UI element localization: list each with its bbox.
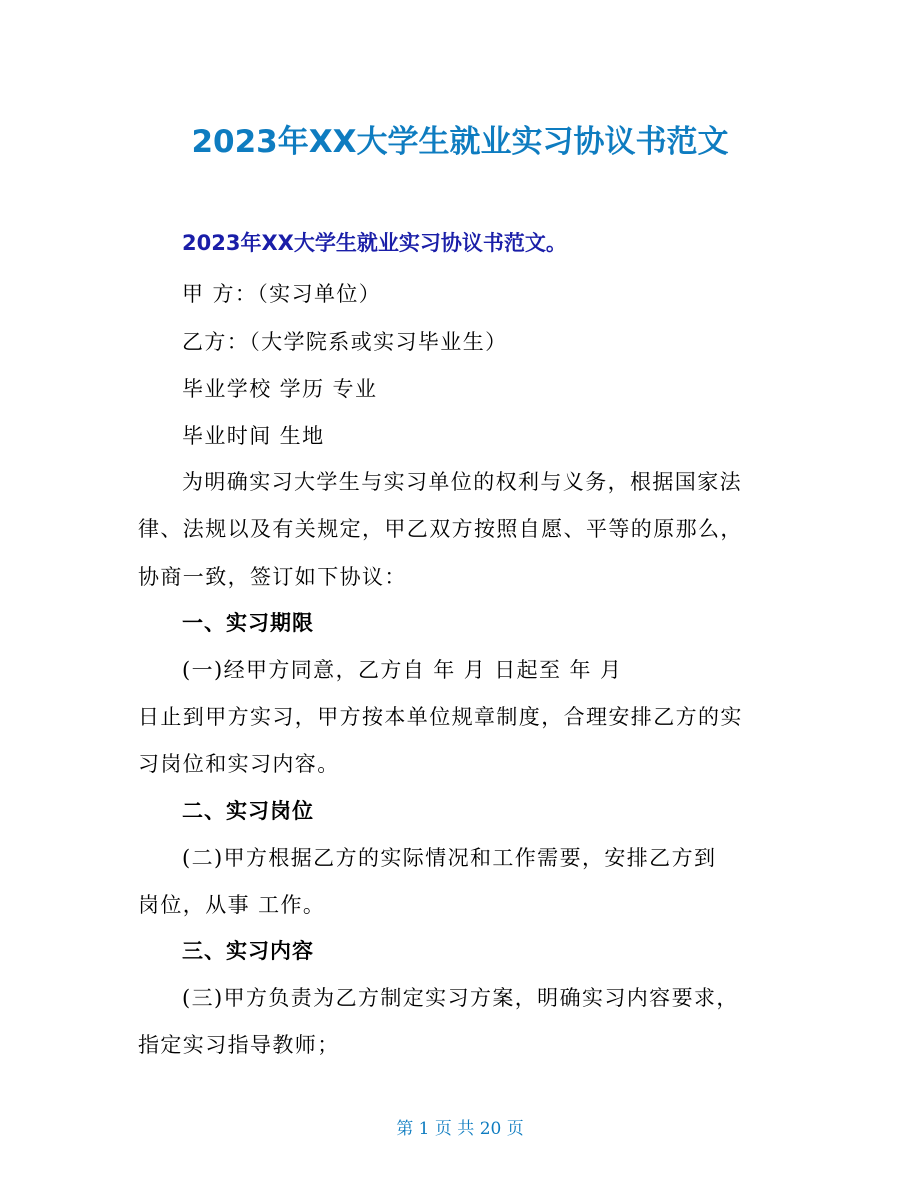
preamble-line: 律、法规以及有关规定，甲乙双方按照自愿、平等的原那么，	[138, 517, 743, 541]
school-info-line: 毕业学校 学历 专业	[182, 377, 378, 401]
preamble-line: 为明确实习大学生与实习单位的权利与义务，根据国家法	[182, 470, 742, 494]
clause-line: 日止到甲方实习，甲方按本单位规章制度，合理安排乙方的实	[138, 705, 743, 729]
party-b-line: 乙方：（大学院系或实习毕业生）	[182, 330, 508, 354]
section-heading-position: 二、实习岗位	[182, 799, 314, 823]
clause-line: 指定实习指导教师；	[138, 1033, 340, 1057]
preamble-line: 协商一致，签订如下协议：	[138, 565, 407, 589]
clause-line: (一)经甲方同意，乙方自 年 月 日起至 年 月	[182, 658, 623, 682]
page-number-footer: 第 1 页 共 20 页	[396, 1119, 524, 1139]
party-a-line: 甲 方：（实习单位）	[182, 282, 382, 306]
clause-line: 习岗位和实习内容。	[138, 752, 340, 776]
clause-line: (二)甲方根据乙方的实际情况和工作需要，安排乙方到	[182, 846, 717, 870]
section-heading-period: 一、实习期限	[182, 611, 314, 635]
document-subtitle: 2023年XX大学生就业实习协议书范文。	[182, 231, 567, 255]
graduation-info-line: 毕业时间 生地	[182, 424, 325, 448]
section-heading-content: 三、实习内容	[182, 939, 314, 963]
document-title: 2023年XX大学生就业实习协议书范文	[191, 124, 729, 160]
clause-line: 岗位，从事 工作。	[138, 893, 326, 917]
clause-line: (三)甲方负责为乙方制定实习方案，明确实习内容要求，	[182, 986, 739, 1010]
